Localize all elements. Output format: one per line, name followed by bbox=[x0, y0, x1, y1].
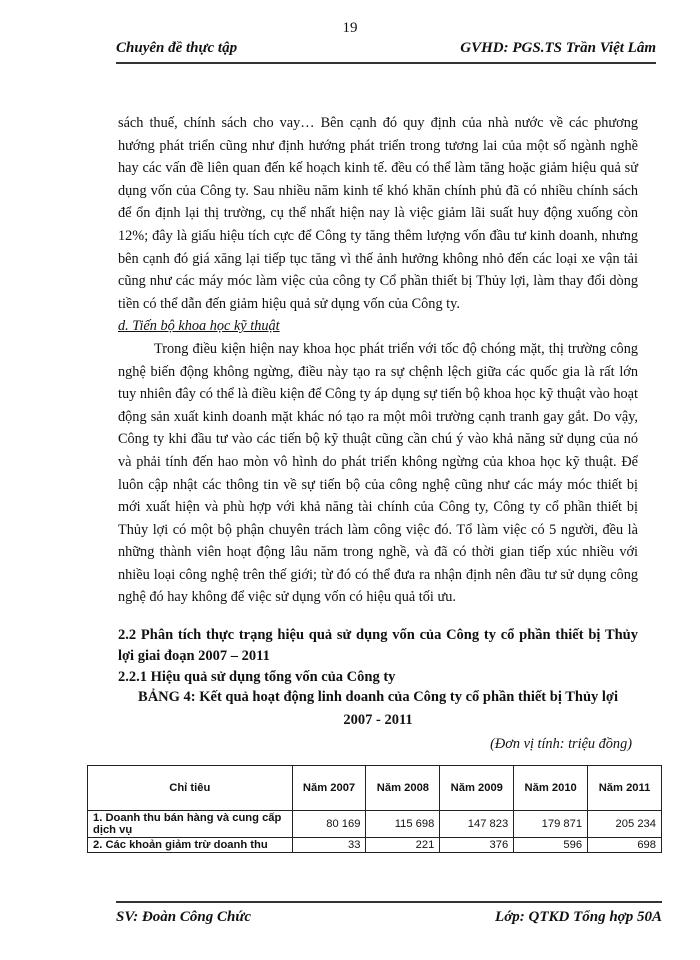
cell-2011: 205 234 bbox=[588, 811, 662, 838]
cell-2007: 80 169 bbox=[292, 811, 366, 838]
footer-class: Lớp: QTKD Tổng hợp 50A bbox=[495, 909, 662, 925]
header-year-2008: Năm 2008 bbox=[366, 766, 440, 811]
table-title-line1: BẢNG 4: Kết quả hoạt động linh doanh của Công ty cổ phần thiết bị Thủy lợi bbox=[138, 689, 618, 705]
header-year-2007: Năm 2007 bbox=[292, 766, 366, 811]
table-header-row bbox=[88, 766, 662, 811]
cell-2011: 698 bbox=[588, 838, 662, 853]
cell-2008: 115 698 bbox=[366, 811, 440, 838]
row-label: 2. Các khoản giảm trừ doanh thu bbox=[88, 838, 293, 853]
row-label: 1. Doanh thu bán hàng và cung cấp dịch vụ bbox=[88, 811, 293, 838]
header-left-title: Chuyên đề thực tập bbox=[116, 40, 238, 56]
cell-2009: 376 bbox=[440, 838, 514, 853]
cell-2010: 596 bbox=[514, 838, 588, 853]
table-title-line2: 2007 - 2011 bbox=[343, 712, 413, 728]
table-row bbox=[88, 838, 662, 853]
header-year-2009: Năm 2009 bbox=[440, 766, 514, 811]
subheading-technology: d. Tiến bộ khoa học kỹ thuật bbox=[118, 318, 280, 335]
page-number: 19 bbox=[342, 20, 358, 36]
header-indicator: Chỉ tiêu bbox=[88, 766, 293, 811]
header-year-2010: Năm 2010 bbox=[514, 766, 588, 811]
page-footer bbox=[116, 901, 662, 925]
cell-2009: 147 823 bbox=[440, 811, 514, 838]
header-right-advisor: GVHD: PGS.TS Trần Việt Lâm bbox=[460, 40, 656, 56]
paragraph-2: Trong điều kiện hiện nay khoa học phát triển với tốc độ chóng mặt, thị trường công nghệ biến động không ngừng, điều này tạo ra sự chệnh lệch giữa các quốc gia là rất lớn tuy nhiên đây có thể là điều kiện để Công ty áp dụng sự tiến bộ khoa học kỹ thuật vào hoạt động sản xuất kinh doanh mặt khác nó tạo ra một môi trường cạnh tranh gay gắt. Do vậy, Công ty khi đầu tư vào các tiến bộ kỹ thuật cũng cần chú ý vào khả năng sử dụng của nó và phải tính đến hao mòn vô hình do phát triển không ngừng của khoa học kỹ thuật. Để luôn cập nhật các thông tin về sự tiến bộ của công nghệ cũng như các máy móc thiết bị mới xuất hiện và phù hợp với khả năng tài chính của Công ty, Công ty cổ phần thiết bị Thủy lợi có một bộ phận chuyên trách làm công việc đó. Tổ làm việc có 5 người, đều là những thành viên hoạt động lâu năm trong nghề, và đã có thời gian tiếp xúc nhiều với nhiều loại công nghệ trên thế giới; từ đó có thể đưa ra nhận định nên đầu tư sử dụng công nghệ đó hay không để việc sử dụng vốn có hiệu quả tối ưu. bbox=[118, 340, 638, 606]
cell-2010: 179 871 bbox=[514, 811, 588, 838]
table-unit-note: (Đơn vị tính: triệu đồng) bbox=[490, 736, 632, 752]
cell-2007: 33 bbox=[292, 838, 366, 853]
paragraph-1: sách thuế, chính sách cho vay… Bên cạnh đó quy định của nhà nước về các phương hướng phát triển cũng như định hướng phát triển trong tương lai của một số ngành nghề hay các vấn đề liên quan đến kế hoạch kinh tế. đều có thể làm tăng hoặc giảm hiệu quả sử dụng vốn của Công ty. Sau nhiều năm kinh tế khó khăn chính phủ đã có nhiều chính sách để ổn định lại thị trường, cụ thể nhất hiện nay là việc giảm lãi suất huy động xuống còn 12%; đây là giấu hiệu tích cực để Công ty tăng thêm lượng vốn đầu tư kinh doanh, nhưng bên cạnh đó giá xăng lại tiếp tục tăng vì thế ảnh hưởng không nhỏ đến các loại xe vận tải cũng như các máy móc làm việc của công ty Cổ phần thiết bị Thủy lợi, làm thay đổi dòng tiền có thể dẫn đến giảm hiệu quả sử dụng vốn của Công ty. bbox=[118, 115, 638, 312]
table-title bbox=[88, 686, 668, 732]
table-row bbox=[88, 811, 662, 838]
subsection-title: 2.2.1 Hiệu quả sử dụng tổng vốn của Công ty bbox=[118, 669, 396, 686]
cell-2008: 221 bbox=[366, 838, 440, 853]
section-title: 2.2 Phân tích thực trạng hiệu quả sử dụng vốn của Công ty cổ phần thiết bị Thủy lợi giai đoạn 2007 – 2011 bbox=[118, 627, 638, 665]
page-header bbox=[116, 40, 656, 64]
document-body bbox=[118, 112, 638, 688]
header-year-2011: Năm 2011 bbox=[588, 766, 662, 811]
footer-student: SV: Đoàn Công Chức bbox=[116, 909, 251, 925]
results-table bbox=[87, 765, 662, 853]
